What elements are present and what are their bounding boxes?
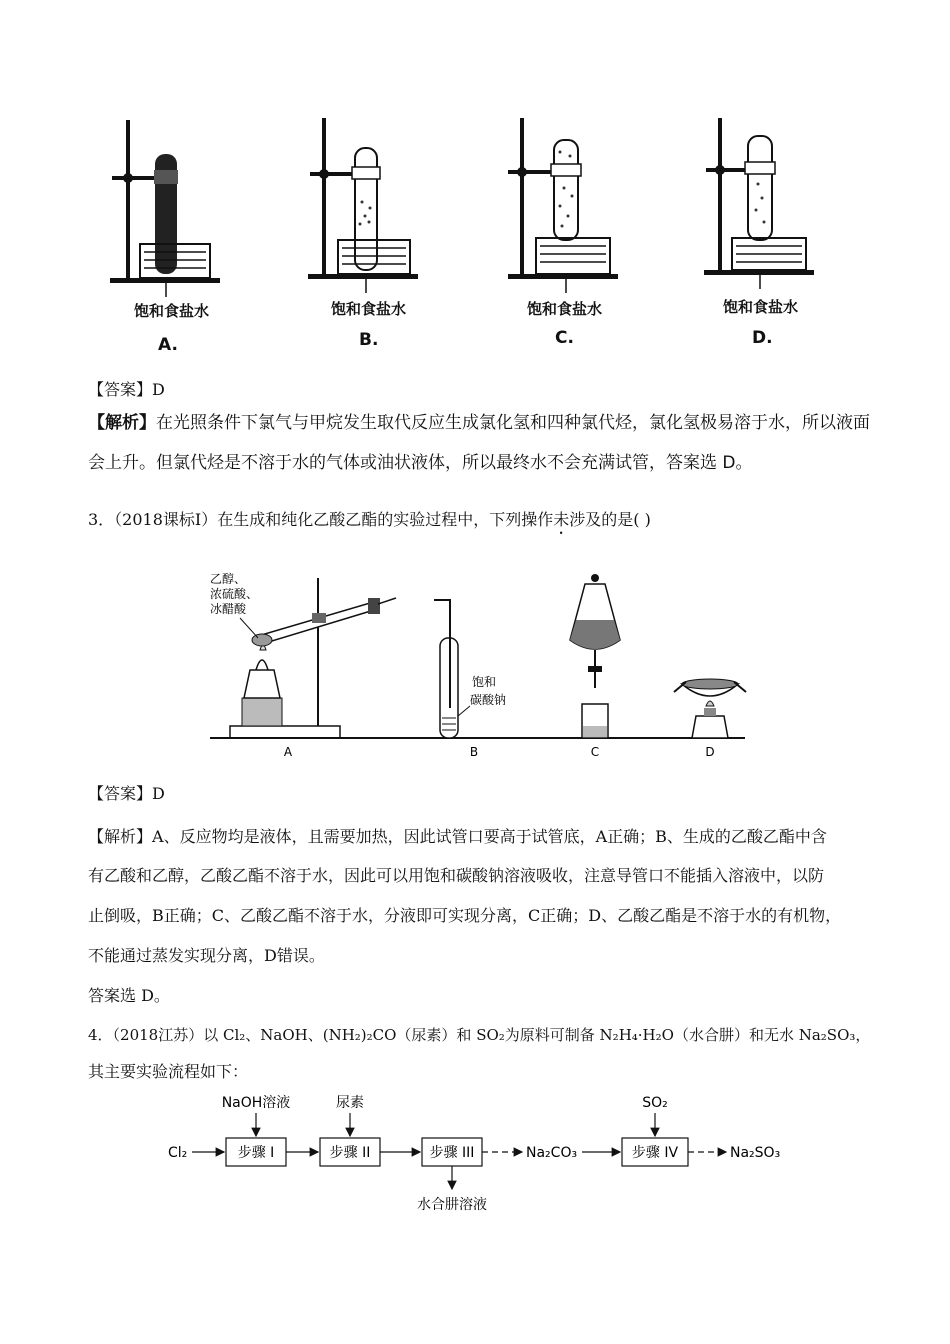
step2-label: 步骤 II	[329, 1145, 371, 1161]
fig-option-a: A	[283, 745, 293, 758]
q3-analysis-label: 【解析】	[88, 827, 153, 846]
reagent-urea: 尿素	[336, 1095, 364, 1111]
q4-stem-line1: 4．（2018江苏）以 Cl₂、NaOH、(NH₂)₂CO（尿素）和 SO₂为原料可制备 N₂H₄·H₂O（水合肼）和无水 Na₂SO₃，	[88, 1026, 871, 1044]
label-b-1: 饱和	[472, 675, 497, 689]
q3-conclusion: 答案选 D。	[88, 986, 170, 1005]
label-b-2: 碳酸钠	[470, 693, 507, 707]
q4-stem-line2: 其主要实验流程如下：	[88, 1062, 249, 1081]
apparatus-heating-a	[230, 578, 396, 738]
fig-option-b: B	[469, 745, 479, 758]
q3-answer: 【答案】D	[88, 784, 165, 803]
q3-analysis-line2: 有乙酸和乙醇，乙酸乙酯不溶于水，因此可以用饱和碳酸钠溶液吸收，注意导管口不能插入溶液中，以防	[88, 866, 825, 885]
q3-analysis-text1: A、反应物均是液体，且需要加热，因此试管口要高于试管底，A正确；B、生成的乙酸乙酯中含	[152, 827, 827, 846]
q2-answer: 【答案】D	[88, 380, 165, 399]
reagent-label-2: 浓硫酸、	[210, 587, 259, 601]
apparatus-evaporation-d	[674, 679, 746, 738]
option-a: A.	[158, 335, 178, 355]
fig-option-d: D	[705, 745, 715, 758]
q3-stem-pre: 3．（2018课标Ⅰ）在生成和纯化乙酸乙酯的实验过程中，下列操作	[88, 510, 554, 529]
q3-analysis-line4: 不能通过蒸发实现分离，D错误。	[88, 946, 325, 965]
caption-a: 饱和食盐水	[134, 302, 210, 320]
apparatus-tube-b	[434, 600, 470, 738]
byproduct-hydrazine: 水合肼溶液	[417, 1197, 487, 1213]
product-na2co3: Na₂CO₃	[526, 1145, 578, 1161]
apparatus-a	[110, 120, 220, 297]
q2-analysis-line1	[88, 406, 870, 440]
product-na2so3: Na₂SO₃	[730, 1145, 781, 1161]
reagent-naoh: NaOH溶液	[221, 1095, 291, 1111]
q3-analysis-line1	[88, 823, 827, 851]
q3-analysis-line3: 止倒吸，B正确；C、乙酸乙酯不溶于水，分液即可实现分离，C正确；D、乙酸乙酯是不溶于水的有机物，	[88, 906, 842, 925]
step1-label: 步骤 I	[237, 1145, 275, 1161]
reagent-label-3: 冰醋酸	[210, 602, 247, 616]
caption-c: 饱和食盐水	[527, 300, 603, 318]
caption-b: 饱和食盐水	[331, 300, 407, 318]
fig-option-c: C	[590, 745, 600, 758]
q3-stem-emph: 未	[553, 510, 570, 529]
input-cl2: Cl₂	[168, 1145, 188, 1161]
step4-label: 步骤 IV	[631, 1145, 679, 1161]
apparatus-c	[508, 118, 618, 293]
apparatus-funnel-c	[570, 574, 620, 738]
q3-apparatus-figure	[200, 558, 760, 758]
step3-label: 步骤 III	[429, 1145, 475, 1161]
option-d: D.	[752, 328, 773, 348]
q2-analysis-text1: 在光照条件下氯气与甲烷发生取代反应生成氯化氢和四种氯代烃，氯化氢极易溶于水，所以液面	[156, 413, 870, 433]
reagent-label-1: 乙醇、	[210, 572, 247, 586]
q4-flowchart	[150, 1085, 800, 1215]
apparatus-d	[704, 118, 814, 289]
option-b: B.	[359, 330, 379, 350]
q3-stem	[88, 506, 651, 538]
reagent-so2: SO₂	[642, 1095, 668, 1111]
apparatus-b	[308, 118, 418, 293]
option-c: C.	[555, 328, 574, 348]
q2-analysis-line2: 会上升。但氯代烃是不溶于水的气体或油状液体，所以最终水不会充满试管，答案选 D。	[88, 453, 753, 473]
q2-analysis-label: 【解析】	[88, 413, 156, 433]
q3-stem-post: 涉及的是( )	[569, 510, 651, 529]
caption-d: 饱和食盐水	[723, 298, 799, 316]
